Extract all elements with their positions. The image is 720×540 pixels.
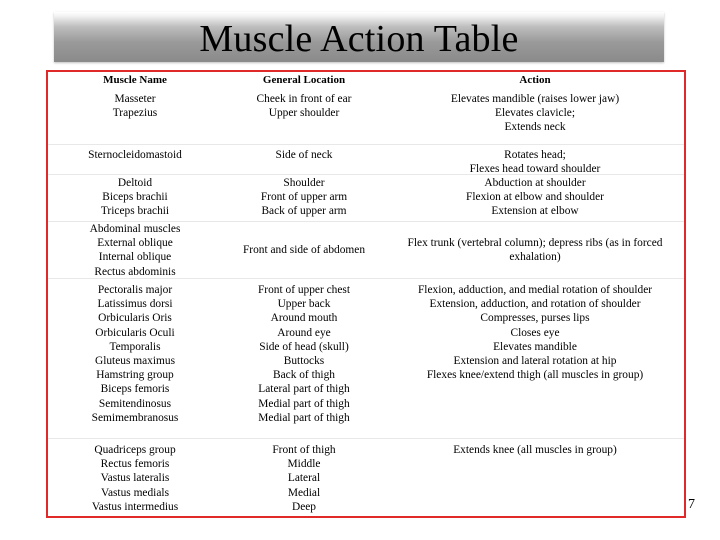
muscle-action-table [46,70,686,518]
table-cell: Front and side of abdomen [222,222,386,279]
table-cell: Front of upper chest Upper back Around mouth Around eye Side of head (skull) Buttocks Back of thigh Lateral part of thigh Medial part of thigh Medial part of thigh [222,279,386,439]
table-cell: Deltoid Biceps brachii Triceps brachii [48,175,222,222]
table-cell: Abdominal muscles External oblique Internal oblique Rectus abdominis [48,222,222,279]
table-cell: Abduction at shoulder Flexion at elbow and shoulder Extension at elbow [386,175,684,222]
table-cell: Masseter Trapezius [48,88,222,145]
header-action: Action [519,74,551,86]
table-cell: Sternocleidomastoid [48,145,222,175]
table-cell: Elevates mandible (raises lower jaw) Elevates clavicle; Extends neck [386,88,684,145]
table-cell: Rotates head; Flexes head toward shoulder [386,145,684,175]
table-cell: Flex trunk (vertebral column); depress ribs (as in forced exhalation) [386,222,684,279]
table-grid [48,72,684,518]
table-cell: Extends knee (all muscles in group) [386,439,684,518]
table-cell: Flexion, adduction, and medial rotation of shoulder Extension, adduction, and rotation of shoulder Compresses, purses lips Closes eye Elevates mandible Extension and lateral rotation at hip Flexes knee/extend thigh (all muscles in group) [386,279,684,439]
table-cell: Pectoralis major Latissimus dorsi Orbicularis Oris Orbicularis Oculi Temporalis Gluteus maximus Hamstring group Biceps femoris Semitendinosus Semimembranosus [48,279,222,439]
table-cell: Shoulder Front of upper arm Back of upper arm [222,175,386,222]
page-number: 7 [688,497,695,512]
table-cell: Cheek in front of ear Upper shoulder [222,88,386,145]
title-bar [54,12,664,62]
slide-title: Muscle Action Table [199,18,519,60]
table-cell: Front of thigh Middle Lateral Medial Deep [222,439,386,518]
table-cell: Side of neck [222,145,386,175]
header-muscle-name: Muscle Name [103,74,167,86]
table-cell: Quadriceps group Rectus femoris Vastus lateralis Vastus medials Vastus intermedius [48,439,222,518]
header-general-location: General Location [262,74,346,86]
